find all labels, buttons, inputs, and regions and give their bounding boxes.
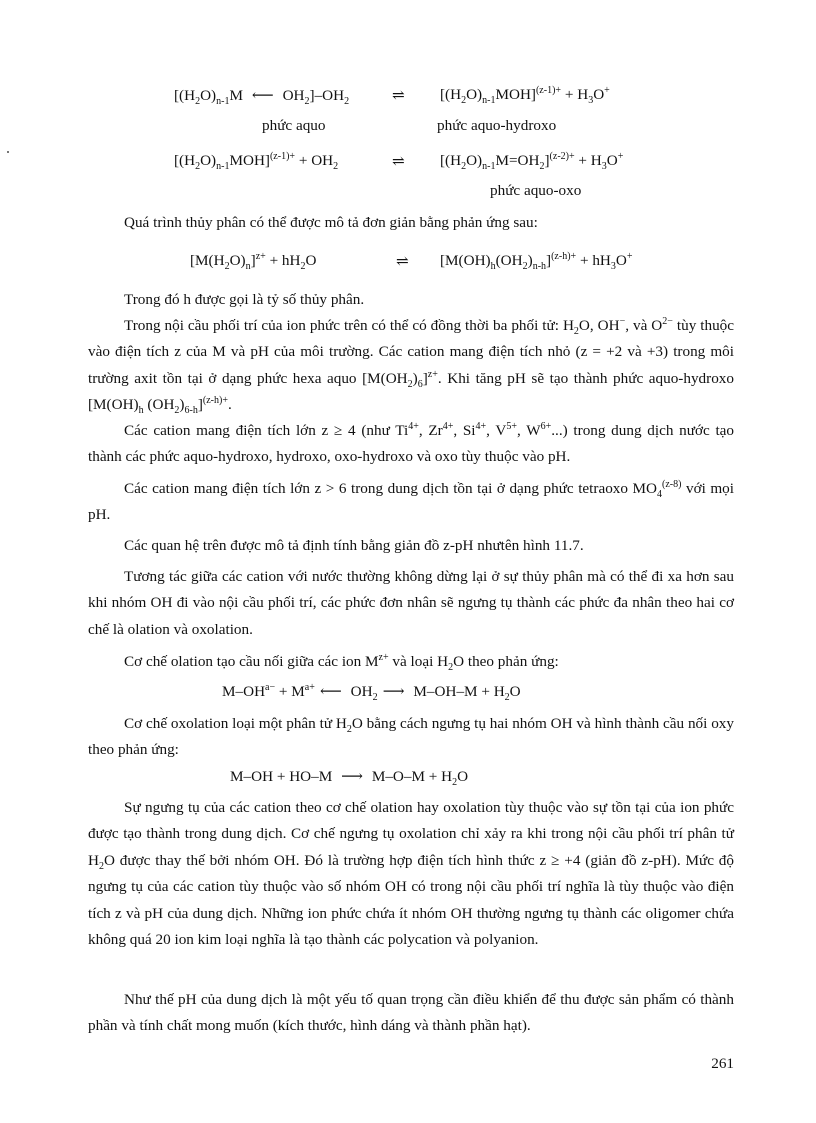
- equilibrium-icon: ⇌: [392, 153, 405, 170]
- equation-aquo-oxo: $[(H_2O)_{n-1}MOH]^{(z-1)+} + OH_2$: [174, 150, 339, 173]
- arrow-right-icon: ⟶: [341, 768, 363, 785]
- equation-aquo-hydroxo: [$(H_2O)_{n-1}M$ ⟵ $OH_2]-OH_2$: [174, 87, 350, 108]
- paragraph-ph-control: Như thế pH của dung dịch là một yếu tố quan trọng cần điều khiển để thu được sản phẩm có thành phần và tính chất mong muốn (kích thước, hình dáng và thành phần hạt).: [88, 991, 734, 1035]
- margin-mark: [7, 151, 9, 153]
- paragraph-hydrolysis-intro: Quá trình thủy phân có thể được mô tả đơn giản bằng phản ứng sau:: [124, 214, 538, 231]
- paragraph-hydrolysis-ratio: Trong đó h được gọi là tỷ số thủy phân.: [124, 291, 365, 308]
- paragraph-z-ph-diagram: Các quan hệ trên được mô tả định tính bằng giản đồ z-pH nhưtên hình 11.7.: [124, 537, 584, 554]
- label-aquo: phức aquo: [262, 117, 326, 134]
- paragraph-oxolation: Cơ chế oxolation loại một phân tử $H_2O$ bằng cách ngưng tụ hai nhóm OH và hình thành cầu nối oxy theo phản ứng:: [88, 715, 734, 759]
- equilibrium-icon: ⇌: [392, 87, 405, 104]
- paragraph-condensation: Tương tác giữa các cation với nước thường không dừng lại ở sự thủy phân mà có thể đi xa hơn sau khi nhóm OH đi vào nội cầu phối trí, các phức đơn nhân sẽ ngưng tụ thành các phức đa nhân theo hai cơ chế là olation và oxolation.: [88, 568, 734, 638]
- arrow-right-icon: ⟶: [382, 683, 405, 700]
- paragraph-condensation-mechanism: Sự ngưng tụ của các cation theo cơ chế olation hay oxolation tùy thuộc vào sự tồn tại của ion phức được tạo thành trong dung dịch. Cơ chế ngưng tụ oxolation chỉ xảy ra khi trong nội cầu phối trí phân tử $H_2O$ được thay thế bởi nhóm OH. Đó là trường hợp điện tích hình thức z ≥ +4 (giản đồ z-pH). Mức độ ngưng tụ của các cation tùy thuộc vào số nhóm OH có trong nội cầu phối trí nghĩa là tùy thuộc vào điện tích z và pH của dung dịch. Những ion phức chứa ít nhóm OH thường ngưng tụ thành các oligomer chứa không quá 20 ion kim loại nghĩa là tạo thành các polycation và polyanion.: [88, 799, 734, 949]
- paragraph-tetraoxo: Các cation mang điện tích lớn z > 6 trong dung dịch tồn tại ở dạng phức tetraoxo $MO_4^{(z-8)}$ với mọi pH.: [88, 478, 734, 524]
- equation-olation: $M-OH^{a-} + M^{a+}$ ⟵ $OH_2$ ⟶ $M-OH-M + H_2O$: [222, 681, 521, 704]
- page-number: 261: [711, 1055, 734, 1072]
- label-aquo-oxo: phức aquo-oxo: [490, 182, 582, 199]
- equation-hydrolysis-product: $[M(OH)_h(OH_2)_{n-h}]^{(z-h)+} + hH_3O^+$: [440, 250, 633, 273]
- arrow-left-icon: ⟵: [319, 683, 342, 700]
- equation-hydrolysis: $[M(H_2O)_n]^{z+} + hH_2O$: [190, 250, 317, 273]
- equation-oxolation: M–OH + HO–M ⟶ $M-O-M + H_2O$: [230, 768, 469, 789]
- paragraph-olation: Cơ chế olation tạo cầu nối giữa các ion $M^{z+}$ và loại $H_2O$ theo phản ứng:: [124, 651, 559, 674]
- equation-aquo-oxo-product: $[(H_2O)_{n-1}M=OH_2]^{(z-2)+} + H_3O^+$: [440, 150, 624, 173]
- label-aquo-hydroxo: phức aquo-hydroxo: [437, 117, 557, 134]
- paragraph-high-charge: Các cation mang điện tích lớn z ≥ 4 (như $Ti^{4+}$, $Zr^{4+}$, $Si^{4+}$, $V^{5+}$, $W^{6+}$...) trong dung dịch nước tạo thành các phức aquo-hydroxo, hydroxo, oxo-hydroxo và oxo tùy thuộc vào pH.: [88, 420, 735, 466]
- paragraph-ligands: Trong nội cầu phối trí của ion phức trên có thể có đồng thời ba phối tử: $H_2O$, OH−, và $O^{2-}$ tùy thuộc vào điện tích z của M và pH của môi trường. Các cation mang điện tích nhỏ (z = +2 và +3) trong môi trường axit tồn tại ở dạng phức hexa aquo $[M(OH_2)_6]^{z+}$. Khi tăng pH sẽ tạo thành phức aquo-hydroxo [$M(OH)_h$ $(OH_2)_{6-h}]^{(z-h)+}$.: [88, 315, 735, 417]
- equation-aquo-hydroxo-product: $[(H_2O)_{n-1}MOH]^{(z-1)+} + H_3O^+$: [440, 84, 610, 107]
- arrow-left-icon: ⟵: [251, 87, 274, 104]
- equilibrium-icon: ⇌: [396, 253, 409, 270]
